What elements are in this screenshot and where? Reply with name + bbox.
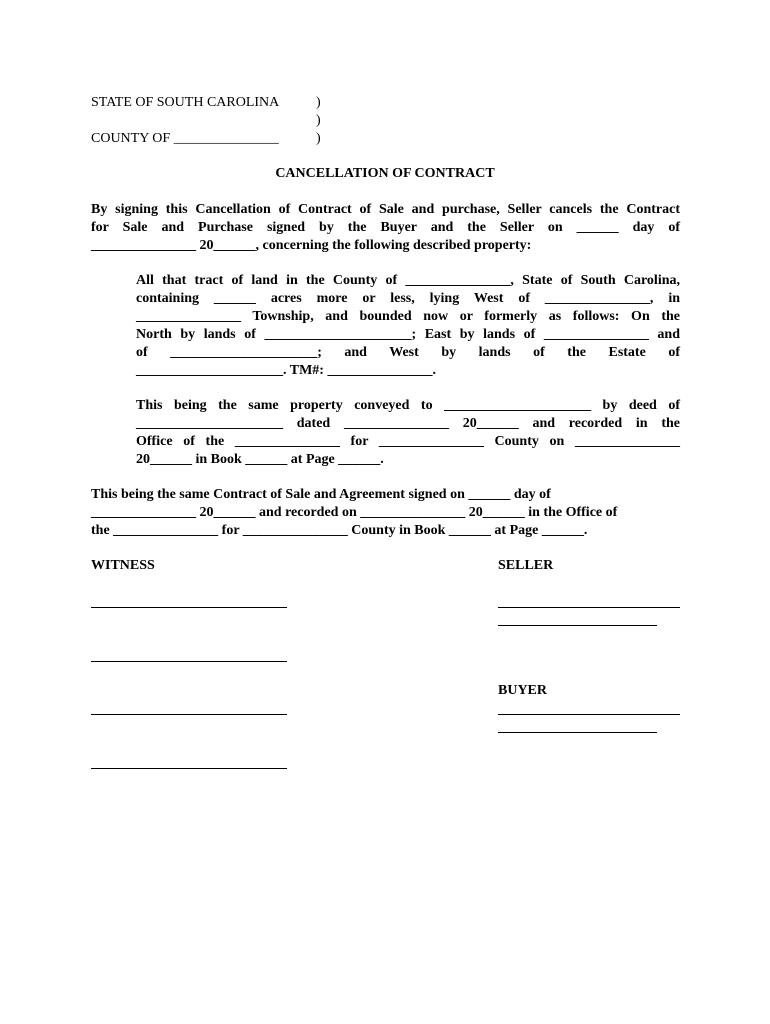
paragraph-line: North by lands of _____________________; East by lands of _______________ and	[136, 327, 680, 342]
witness-signature-line[interactable]	[91, 714, 287, 715]
witness-heading: WITNESS	[91, 558, 155, 573]
buyer-signature-line[interactable]	[498, 714, 680, 715]
seller-heading: SELLER	[498, 558, 554, 573]
paragraph-line: This being the same property conveyed to _____________________ by deed of	[136, 398, 680, 413]
paragraph-line: the _______________ for _______________ County in Book ______ at Page ______.	[91, 523, 588, 538]
county-caption: COUNTY OF _______________	[91, 131, 279, 146]
witness-signature-line[interactable]	[91, 607, 287, 608]
paragraph-line: By signing this Cancellation of Contract of Sale and purchase, Seller cancels the Contract	[91, 202, 680, 217]
paragraph-line: _____________________ dated _______________ 20______ and recorded in the	[136, 416, 680, 431]
caption-paren: )	[316, 113, 321, 128]
caption-paren: )	[316, 95, 321, 110]
witness-signature-line[interactable]	[91, 661, 287, 662]
paragraph-line: _______________ Township, and bounded now or formerly as follows: On the	[136, 309, 680, 324]
seller-signature-line[interactable]	[498, 607, 680, 608]
property-description	[136, 272, 680, 416]
paragraph-line: This being the same Contract of Sale and Agreement signed on ______ day of	[91, 487, 551, 502]
paragraph-line: _____________________. TM#: _______________.	[136, 363, 436, 378]
paragraph-line: All that tract of land in the County of _______________, State of South Carolina,	[136, 273, 680, 288]
caption-paren: )	[316, 131, 321, 146]
paragraph-line: for Sale and Purchase signed by the Buyer and the Seller on ______ day of	[91, 220, 680, 235]
buyer-heading: BUYER	[498, 683, 548, 698]
buyer-name-line[interactable]	[498, 732, 657, 733]
witness-signature-line[interactable]	[91, 768, 287, 769]
paragraph-line: of _____________________; and West by lands of the Estate of	[136, 345, 680, 360]
document-title: CANCELLATION OF CONTRACT	[275, 166, 495, 181]
paragraph-line: Office of the _______________ for _______________ County on _______________	[136, 434, 680, 449]
paragraph-line: containing ______ acres more or less, lying West of _______________, in	[136, 291, 680, 306]
paragraph-line: 20______ in Book ______ at Page ______.	[136, 452, 384, 467]
agreement-paragraph	[91, 486, 680, 576]
state-caption: STATE OF SOUTH CAROLINA	[91, 95, 280, 110]
paragraph-line: _______________ 20______, concerning the following described property:	[91, 238, 532, 253]
paragraph-line: _______________ 20______ and recorded on _______________ 20______ in the Office of	[91, 505, 618, 520]
seller-name-line[interactable]	[498, 625, 657, 626]
